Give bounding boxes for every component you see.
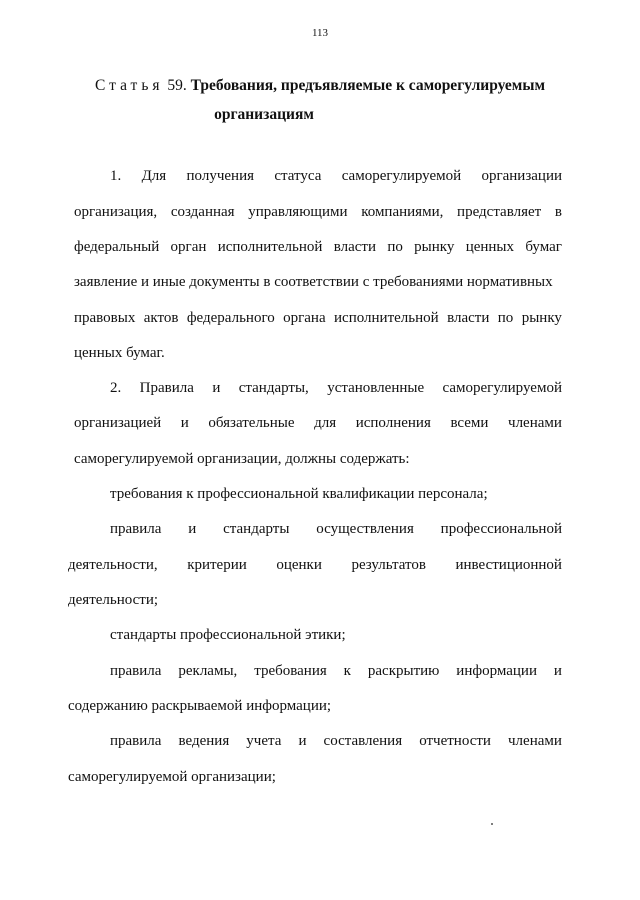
para1-line1 [110,166,562,186]
word: управляющими [248,204,348,220]
word: организация, [74,204,158,220]
word: представляет [457,204,542,220]
word: членами [508,415,562,431]
word: саморегулируемой [442,380,562,396]
word: членами [508,733,562,749]
word: Правила [139,380,194,396]
word: раскрытию [367,663,440,679]
word: и [180,415,189,431]
scan-speck [491,823,493,825]
word: ведения [178,733,230,749]
para2-line1 [110,378,562,398]
word: составления [323,733,403,749]
word: рынку [414,239,455,255]
item2-line3: деятельности; [68,592,159,608]
para1-line6: ценных бумаг. [74,345,165,361]
word: профессиональной [440,521,562,537]
word: статуса [274,168,322,184]
article-label: Статья [94,77,164,94]
word: правила [110,663,162,679]
item2-line2 [68,555,562,575]
word: 1. [110,168,122,184]
word: власти [333,239,376,255]
word: к [343,663,351,679]
item3: стандарты профессиональной этики; [110,627,346,643]
word: саморегулируемой [341,168,462,184]
word: и [553,663,562,679]
item2-line1 [110,519,562,539]
word: правовых [74,310,136,326]
word: критерии [187,557,247,573]
word: организации [481,168,562,184]
word: исполнительной [334,310,439,326]
article-title-line1 [0,77,640,95]
item4-line2: содержанию раскрываемой информации; [68,698,332,714]
item4-line1 [110,661,562,681]
word: в [554,204,562,220]
word: информации [456,663,537,679]
word: органа [283,310,326,326]
word: компаниями, [361,204,444,220]
item5-line1 [110,731,562,751]
para1-line3 [74,237,562,257]
article-number: 59. [167,77,187,94]
word: власти [447,310,490,326]
word: деятельности, [68,557,158,573]
word: осуществления [316,521,414,537]
word: стандарты, [238,380,309,396]
article-title-line2: организациям [214,106,314,123]
word: всеми [450,415,489,431]
word: учета [246,733,282,749]
word: созданная [170,204,235,220]
word: и [298,733,307,749]
word: орган [170,239,207,255]
item1: требования к профессиональной квалификации персонала; [110,486,488,502]
article-heading: Требования, предъявляемые к саморегулируемым [190,77,546,94]
word: федерального [186,310,275,326]
word: обязательные [208,415,295,431]
word: и [188,521,197,537]
word: актов [143,310,179,326]
word: бумаг [525,239,562,255]
word: правила [110,733,162,749]
word: ценных [465,239,515,255]
word: правила [110,521,162,537]
word: стандарты [223,521,290,537]
word: 2. [110,380,122,396]
word: по [497,310,514,326]
para1-line2 [74,202,562,222]
word: рынку [521,310,562,326]
word: исполнения [355,415,431,431]
word: оценки [276,557,322,573]
item5-line2: саморегулируемой организации; [68,769,276,785]
word: рекламы, [178,663,238,679]
para1-line4: заявление и иные документы в соответствии с требованиями нормативных [74,274,553,290]
word: организацией [74,415,162,431]
word: инвестиционной [455,557,562,573]
page-number: 113 [311,27,329,39]
word: федеральный [74,239,160,255]
word: установленные [327,380,425,396]
word: отчетности [419,733,491,749]
para2-line2 [74,413,562,433]
word: получения [186,168,255,184]
word: и [212,380,221,396]
para2-line3: саморегулируемой организации, должны содержать: [74,451,410,467]
word: требования [254,663,327,679]
word: для [314,415,337,431]
word: по [387,239,403,255]
word: Для [141,168,167,184]
word: исполнительной [217,239,323,255]
para1-line5 [74,308,562,328]
word: результатов [351,557,426,573]
